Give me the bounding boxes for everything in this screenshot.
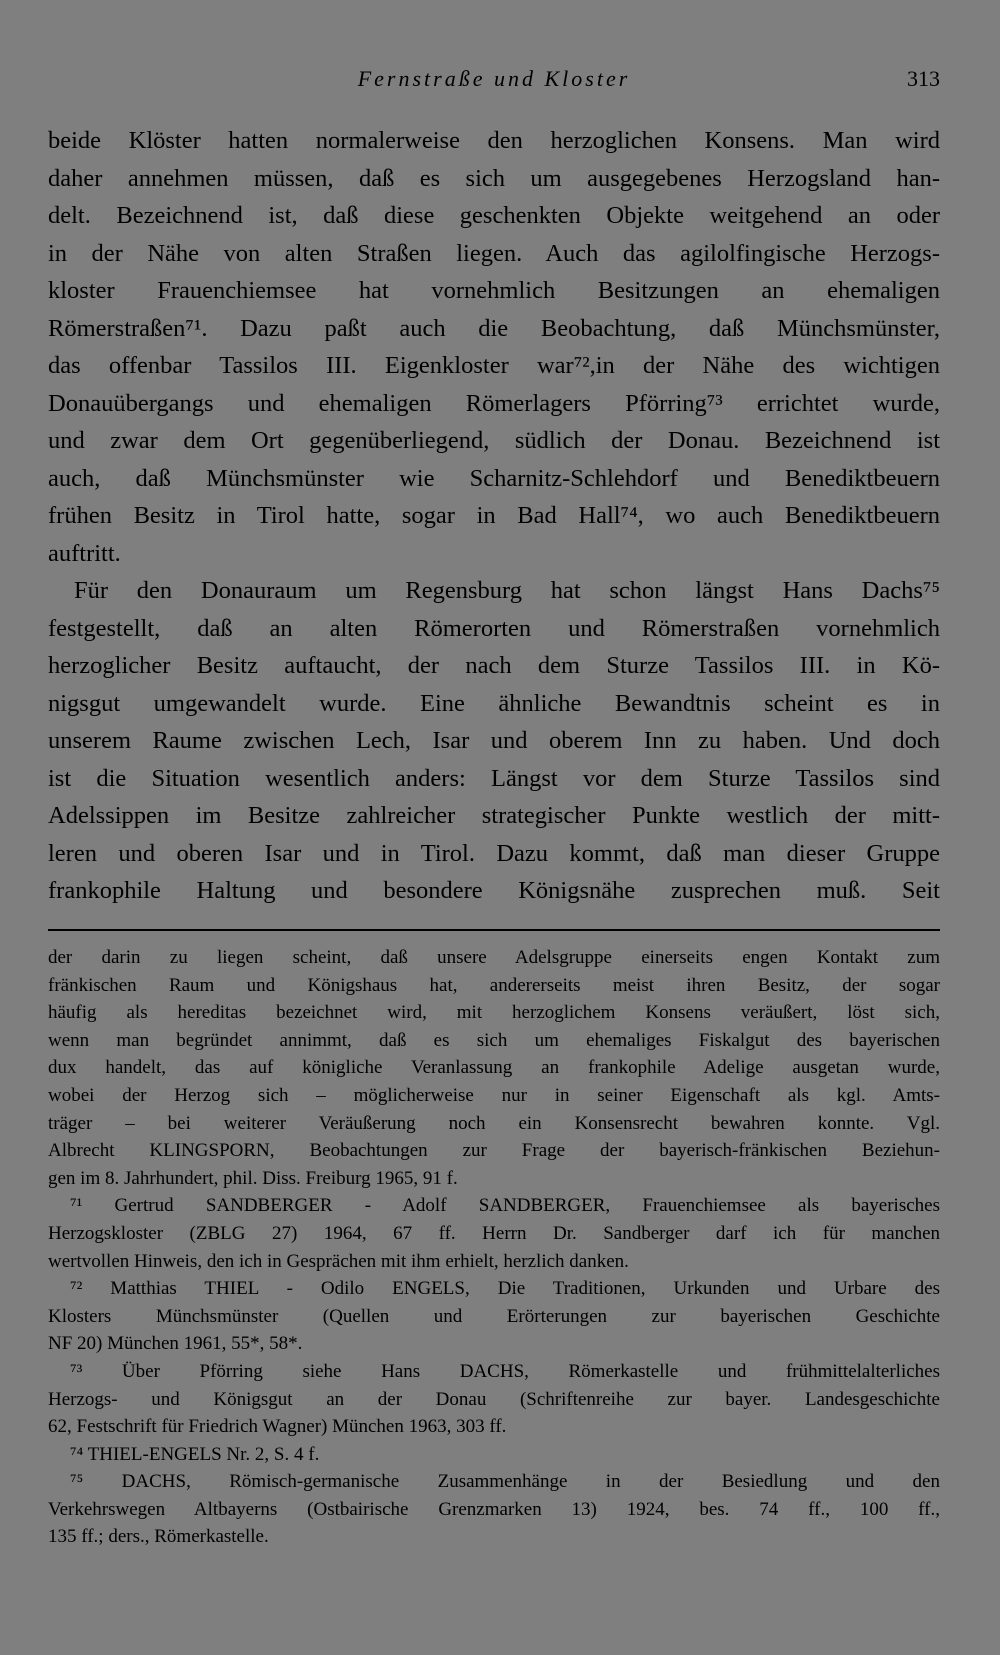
body-line: leren und oberen Isar und in Tirol. Dazu kommt, daß man dieser Gruppe [48,839,940,867]
footnote-separator [48,929,940,931]
body-line: Römerstraßen⁷¹. Dazu paßt auch die Beobachtung, daß Münchsmünster, [48,314,940,342]
body-line: frühen Besitz in Tirol hatte, sogar in Bad Hall⁷⁴, wo auch Benediktbeuern [48,502,940,529]
body-line: frankophile Haltung und besondere Königsnähe zusprechen muß. Seit [48,877,940,904]
body-line: Für den Donauraum um Regensburg hat schon längst Hans Dachs⁷⁵ [74,577,940,604]
footnote-line: wenn man begründet annimmt, daß es sich um ehemaliges Fiskalgut des bayerischen [48,1029,940,1051]
footnote-line: Verkehrswegen Altbayerns (Ostbairische Grenzmarken 13) 1924, bes. 74 ff., 100 ff., [48,1498,940,1520]
body-line: herzoglicher Besitz auftaucht, der nach dem Sturze Tassilos III. in Kö- [48,652,940,679]
footnote-73: ⁷³ Über Pförring siehe Hans DACHS, Römerkastelle und frühmittelalterliches [70,1360,940,1382]
footnotes [48,944,940,1551]
footnote-75: ⁷⁵ DACHS, Römisch-germanische Zusammenhänge in der Besiedlung und den [70,1471,940,1493]
footnote-line: wertvollen Hinweis, den ich in Gesprächen mit ihm erhielt, herzlich danken. [48,1250,629,1272]
page-header [48,62,940,98]
footnote-line: 135 ff.; ders., Römerkastelle. [48,1526,269,1548]
footnote-line: häufig als hereditas bezeichnet wird, mit herzoglichem Konsens veräußert, löst sich, [48,1002,940,1024]
footnote-line: wobei der Herzog sich – möglicherweise nur in seiner Eigenschaft als kgl. Amts- [48,1084,940,1106]
footnote-line: der darin zu liegen scheint, daß unsere Adelsgruppe einerseits engen Kontakt zum [48,947,940,968]
footnote-line: fränkischen Raum und Königshaus hat, andererseits meist ihren Besitz, der sogar [48,974,940,996]
body-line: Adelssippen im Besitze zahlreicher strategischer Punkte westlich der mitt- [48,802,940,829]
body-line: beide Klöster hatten normalerweise den herzoglichen Konsens. Man wird [48,127,940,154]
body-line: festgestellt, daß an alten Römerorten und Römerstraßen vornehmlich [48,614,940,642]
footnote-line: dux handelt, das auf königliche Veranlassung an frankophile Adelige ausgetan wurde, [48,1057,940,1079]
body-line: nigsgut umgewandelt wurde. Eine ähnliche Bewandtnis scheint es in [48,689,940,717]
footnote-line: Herzogs- und Königsgut an der Donau (Schriftenreihe zur bayer. Landesgeschichte [48,1388,940,1410]
body-line: das offenbar Tassilos III. Eigenkloster war⁷²,in der Nähe des wichtigen [48,352,940,379]
footnote-line: gen im 8. Jahrhundert, phil. Diss. Freiburg 1965, 91 f. [48,1167,458,1189]
body-line: ist die Situation wesentlich anders: Längst vor dem Sturze Tassilos sind [48,764,940,792]
footnote-line: Klosters Münchsmünster (Quellen und Erörterungen zur bayerischen Geschichte [48,1305,940,1327]
footnote-line: 62, Festschrift für Friedrich Wagner) München 1963, 303 ff. [48,1416,507,1438]
body-line: auftritt. [48,539,121,567]
body-line: kloster Frauenchiemsee hat vornehmlich Besitzungen an ehemaligen [48,277,940,304]
body-line: und zwar dem Ort gegenüberliegend, südlich der Donau. Bezeichnend ist [48,427,940,454]
footnote-line: träger – bei weiterer Veräußerung noch ein Konsensrecht bewahren konnte. Vgl. [48,1112,940,1134]
body-line: Donauübergangs und ehemaligen Römerlagers Pförring⁷³ errichtet wurde, [48,389,940,417]
footnote-line: Albrecht KLINGSPORN, Beobachtungen zur Frage der bayerisch-fränkischen Beziehun- [48,1140,940,1162]
page-number: 313 [907,66,940,91]
body-line: unserem Raume zwischen Lech, Isar und oberem Inn zu haben. Und doch [48,727,940,754]
body-line: auch, daß Münchsmünster wie Scharnitz-Schlehdorf und Benediktbeuern [48,464,940,492]
running-title: Fernstraße und Kloster [357,66,631,91]
footnote-74: ⁷⁴ THIEL-ENGELS Nr. 2, S. 4 f. [70,1443,320,1465]
footnote-72: ⁷² Matthias THIEL - Odilo ENGELS, Die Traditionen, Urkunden und Urbare des [70,1278,940,1300]
body-text [48,122,940,910]
body-line: daher annehmen müssen, daß es sich um ausgegebenes Herzogsland han- [48,164,940,192]
footnote-71: ⁷¹ Gertrud SANDBERGER - Adolf SANDBERGER, Frauenchiemsee als bayerisches [70,1195,940,1217]
body-line: in der Nähe von alten Straßen liegen. Auch das agilolfingische Herzogs- [48,239,940,267]
body-line: delt. Bezeichnend ist, daß diese geschenkten Objekte weitgehend an oder [48,202,940,229]
footnote-line: NF 20) München 1961, 55*, 58*. [48,1333,303,1355]
footnote-line: Herzogskloster (ZBLG 27) 1964, 67 ff. Herrn Dr. Sandberger darf ich für manchen [48,1222,940,1244]
